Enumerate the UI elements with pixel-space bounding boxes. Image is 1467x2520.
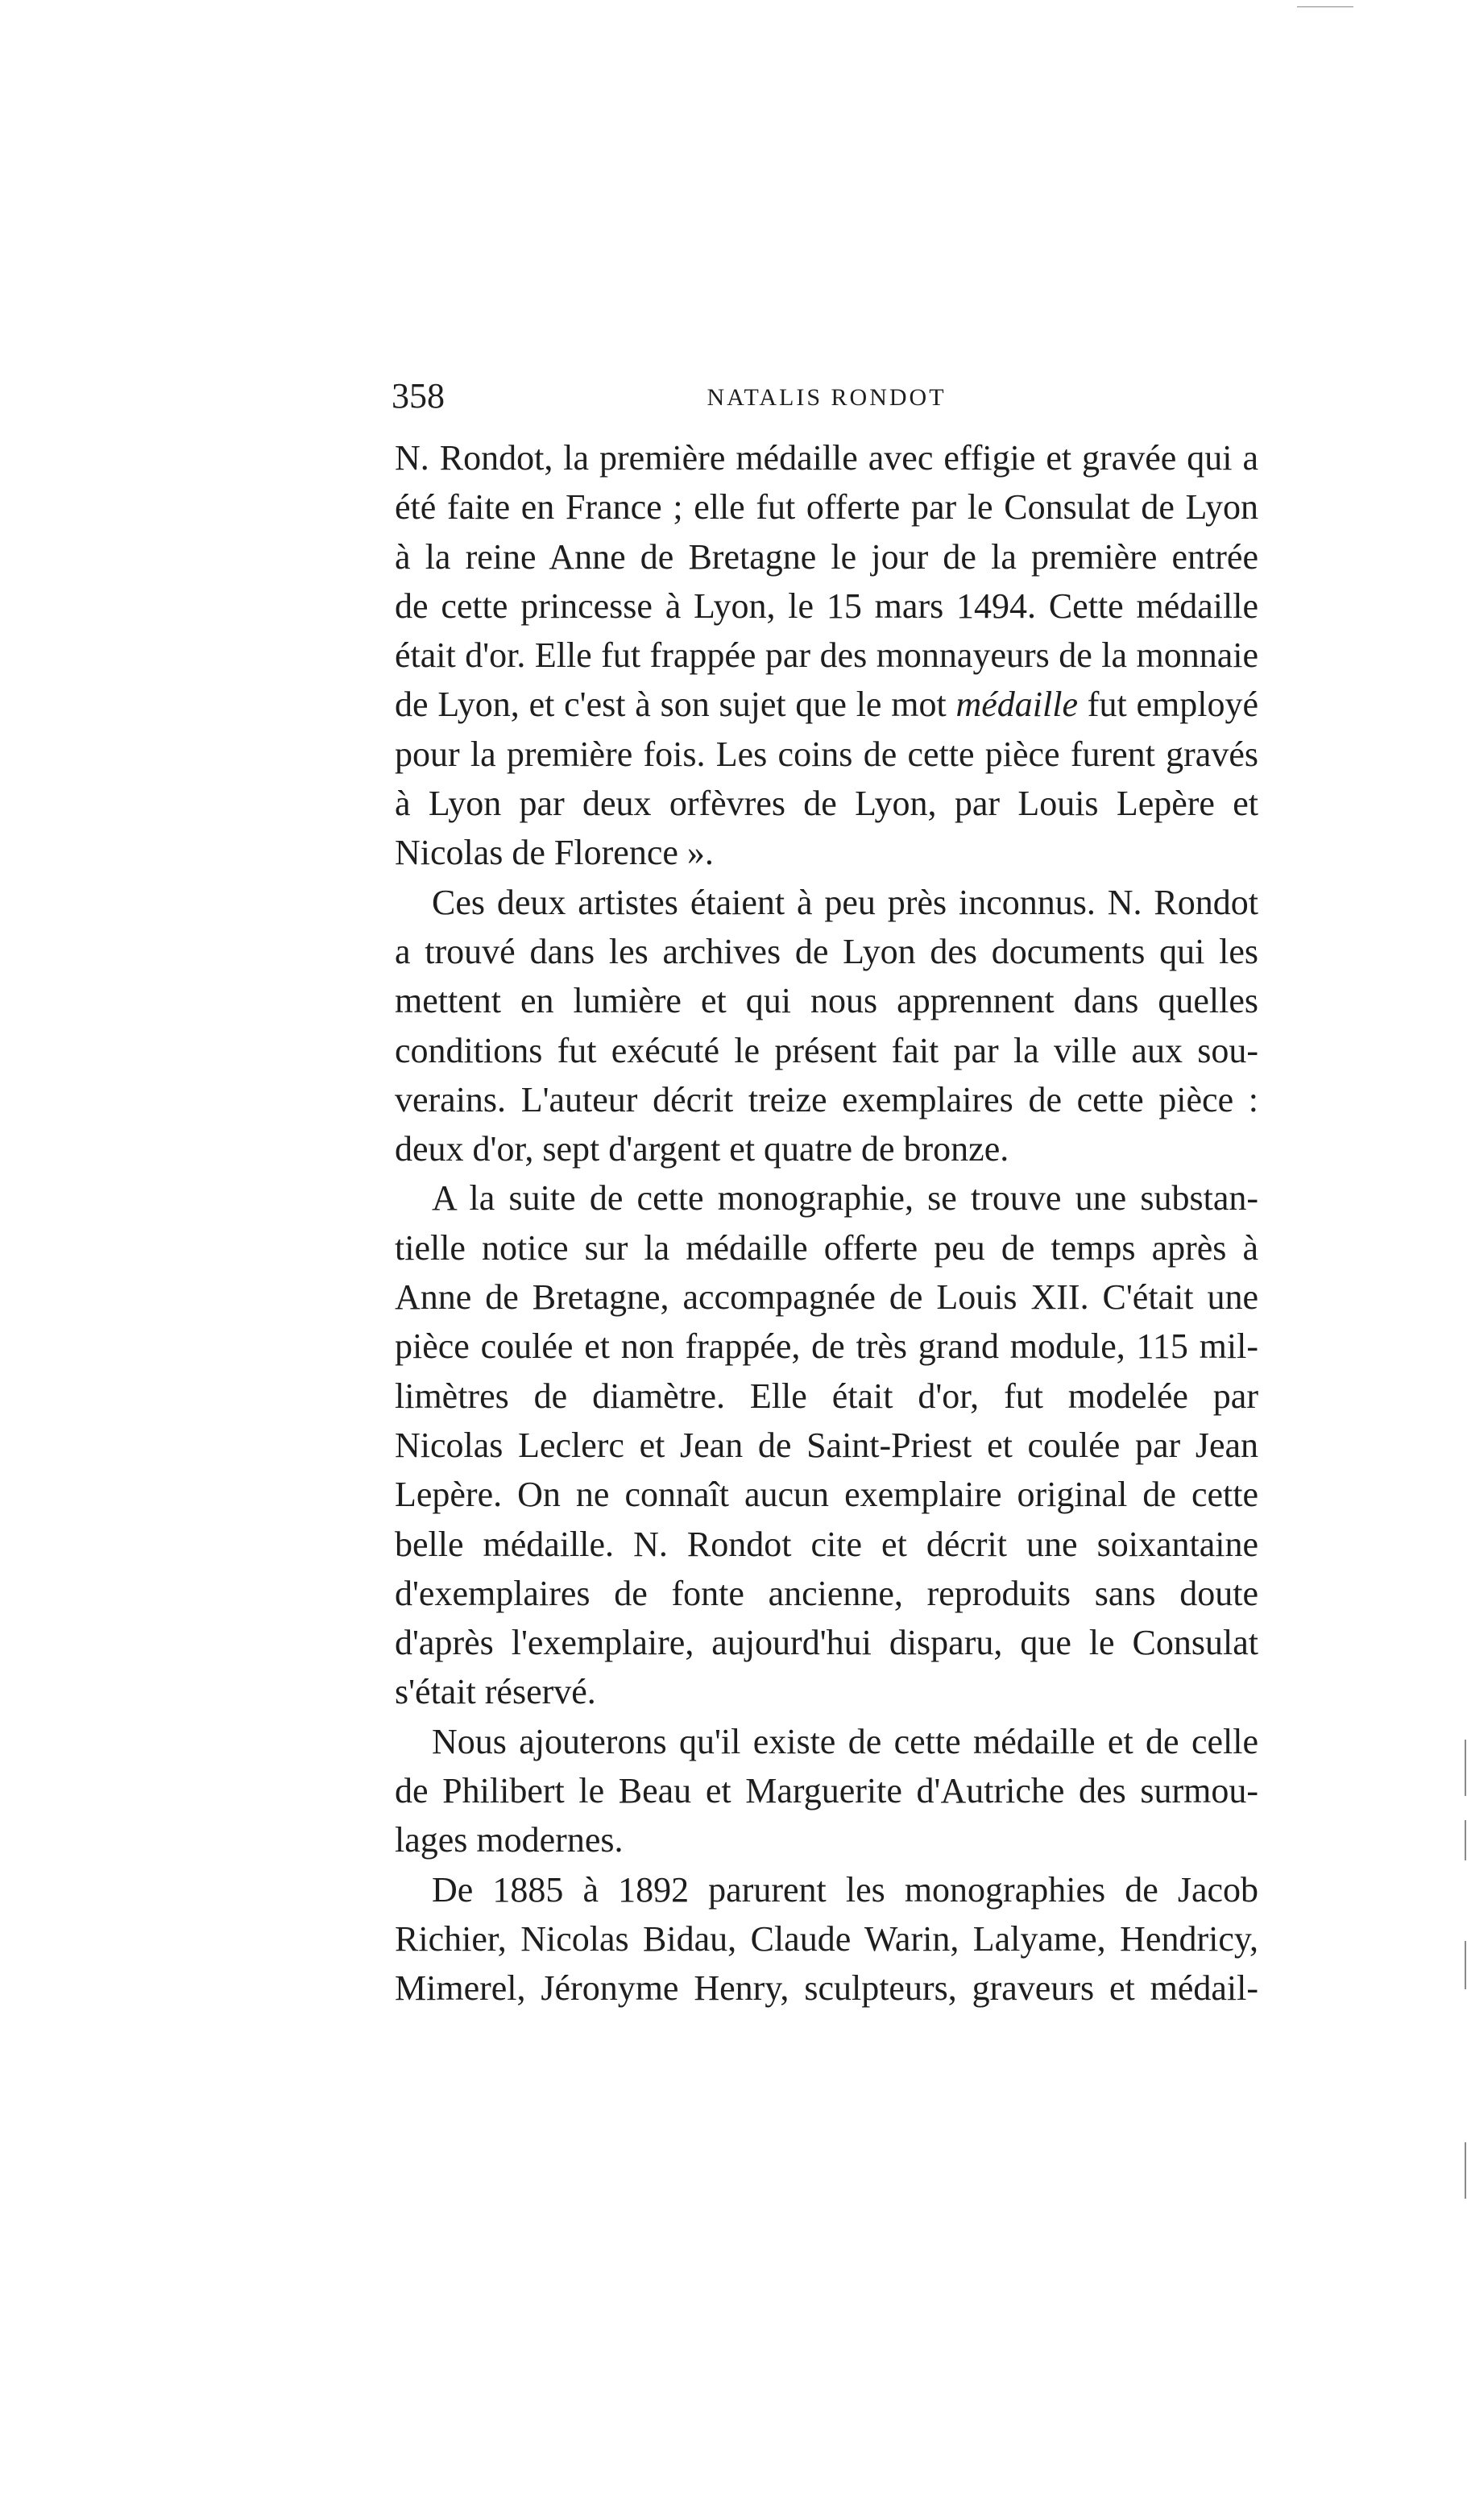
text-line-paragraph-end: Nicolas de Florence ». <box>395 833 714 873</box>
text-line: verains. L'auteur décrit treize exemplaires de cette pièce : <box>395 1079 1258 1119</box>
text-line: à Lyon par deux orfèvres de Lyon, par Louis Lepère et <box>395 784 1258 824</box>
text-line: de cette princesse à Lyon, le 15 mars 1494. Cette médaille <box>395 586 1258 626</box>
page-number: 358 <box>392 376 445 416</box>
text-line: mettent en lumière et qui nous apprennent dans quelles <box>395 981 1258 1021</box>
text-line: d'après l'exemplaire, aujourd'hui disparu, que le Consulat <box>395 1623 1258 1663</box>
text-line: limètres de diamètre. Elle était d'or, fut modelée par <box>395 1376 1258 1416</box>
text-line: N. Rondot, la première médaille avec effigie et gravée qui a <box>395 438 1258 478</box>
body-text <box>395 433 1258 2013</box>
text-line-paragraph-start: Ces deux artistes étaient à peu près inconnus. N. Rondot <box>432 882 1258 922</box>
text-line: Anne de Bretagne, accompagnée de Louis XII. C'était une <box>395 1277 1258 1318</box>
text-line: tielle notice sur la médaille offerte peu de temps après à <box>395 1227 1258 1268</box>
scan-mark <box>1465 1941 1466 1989</box>
italic-word: médaille <box>955 685 1079 725</box>
text-line: d'exemplaires de fonte ancienne, reproduits sans doute <box>395 1573 1258 1613</box>
text-line: conditions fut exécuté le présent fait par la ville aux sou- <box>395 1030 1258 1070</box>
text-line: Lepère. On ne connaît aucun exemplaire original de cette <box>395 1475 1258 1515</box>
text-line-paragraph-end: deux d'or, sept d'argent et quatre de bronze. <box>395 1129 1009 1169</box>
text-line: de Philibert le Beau et Marguerite d'Autriche des surmou- <box>395 1771 1258 1811</box>
page-header <box>392 372 1262 420</box>
text-line: était d'or. Elle fut frappée par des monnayeurs de la monnaie <box>395 635 1258 676</box>
text-line-paragraph-start: De 1885 à 1892 parurent les monographies de Jacob <box>432 1869 1258 1910</box>
text-line: pièce coulée et non frappée, de très grand module, 115 mil- <box>395 1326 1258 1367</box>
text-line-paragraph-start: Nous ajouterons qu'il existe de cette médaille et de celle <box>432 1721 1258 1761</box>
text-line: Richier, Nicolas Bidau, Claude Warin, Lalyame, Hendricy, <box>395 1918 1258 1959</box>
scan-mark <box>1465 1740 1466 1796</box>
text-line: Mimerel, Jéronyme Henry, sculpteurs, graveurs et médail- <box>395 1968 1258 2009</box>
text-line: été faite en France ; elle fut offerte par le Consulat de Lyon <box>395 487 1258 528</box>
text-line-paragraph-end: lages modernes. <box>395 1820 624 1860</box>
text-line: a trouvé dans les archives de Lyon des documents qui les <box>395 931 1258 971</box>
scan-mark <box>1297 6 1353 7</box>
scan-mark <box>1465 1820 1466 1860</box>
text-line: à la reine Anne de Bretagne le jour de la première entrée <box>395 536 1258 577</box>
text-line-paragraph-start: A la suite de cette monographie, se trouve une substan- <box>432 1178 1258 1219</box>
text-line: pour la première fois. Les coins de cette pièce furent gravés <box>395 734 1258 774</box>
text-line: belle médaille. N. Rondot cite et décrit une soixantaine <box>395 1524 1258 1564</box>
text-line: Nicolas Leclerc et Jean de Saint-Priest et coulée par Jean <box>395 1425 1258 1465</box>
running-head: NATALIS RONDOT <box>707 384 947 411</box>
text-line: de Lyon, et c'est à son sujet que le mot médaille fut employé <box>395 685 1258 725</box>
scan-mark <box>1465 2142 1466 2199</box>
text-line-paragraph-end: s'était réservé. <box>395 1672 596 1712</box>
